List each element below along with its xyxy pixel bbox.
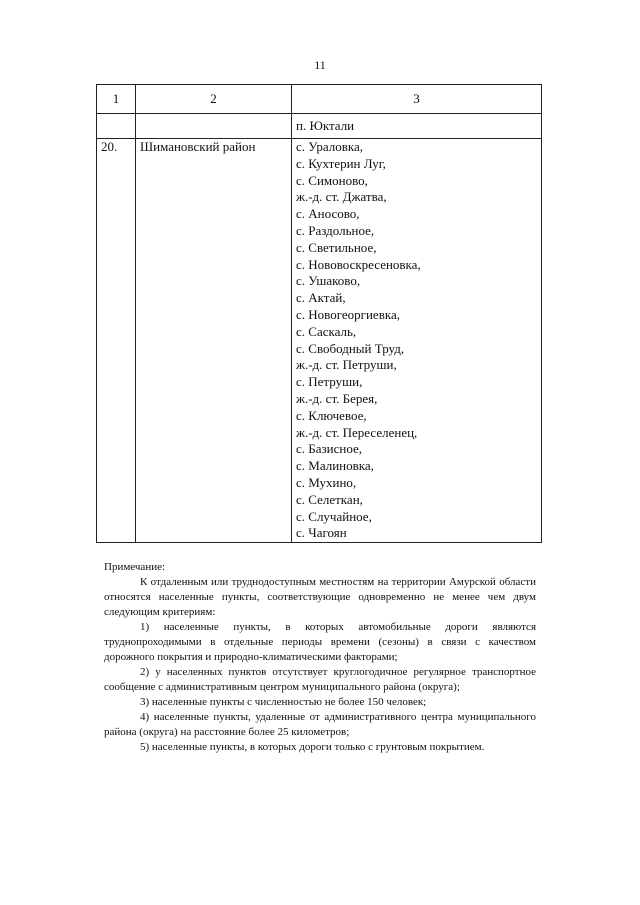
page-number: 11 [314, 58, 326, 72]
settlement-item: с. Симоново, [296, 172, 368, 188]
header-col-1: 1 [97, 85, 136, 114]
district-name: Шимановский район [136, 139, 292, 543]
table-row [97, 139, 542, 543]
header-col-2: 2 [136, 85, 292, 114]
settlements-table [96, 84, 542, 543]
header-col-3: 3 [292, 85, 542, 114]
settlement-item: ж.-д. ст. Переселенец, [296, 424, 418, 440]
settlement-item: с. Новогеоргиевка, [296, 306, 400, 322]
note-criterion-3: 3) населенные пункты с численностью не более 150 человек; [140, 696, 427, 708]
settlement-item: с. Саскаль, [296, 323, 357, 339]
note-criterion-5: 5) населенные пункты, в которых дороги только с грунтовым покрытием. [140, 741, 485, 753]
cell-settlement: п. Юктали [292, 114, 542, 139]
settlement-item: с. Базисное, [296, 441, 363, 457]
settlement-item: с. Малиновка, [296, 458, 374, 474]
table-header-row [97, 85, 542, 114]
settlement-item: с. Нововоскресеновка, [296, 256, 421, 272]
settlement-item: ж.-д. ст. Петруши, [296, 357, 397, 373]
settlement-item: с. Аносово, [296, 206, 360, 222]
cell-number-empty [97, 114, 136, 139]
table-row [97, 114, 542, 139]
cell-district-empty [136, 114, 292, 139]
settlement-item: с. Чагоян [296, 525, 347, 541]
settlement-item: ж.-д. ст. Джатва, [296, 189, 387, 205]
settlement-item: ж.-д. ст. Берея, [296, 390, 378, 406]
settlement-item: с. Селеткан, [296, 491, 363, 507]
note-criterion-4: 4) населенные пункты, удаленные от административного центра муниципального района (округа) на расстояние более 25 километров; [104, 711, 536, 738]
settlement-item: с. Актай, [296, 290, 346, 306]
settlement-list [292, 139, 542, 543]
settlement-item: с. Раздольное, [296, 222, 375, 238]
note-criterion-1: 1) населенные пункты, в которых автомобильные дороги являются труднопроходимыми в отдельные периоды времени (сезоны) в связи с качеством дорожного покрытия и природно-климатическими факторами; [104, 621, 536, 663]
settlement-item: с. Ключевое, [296, 407, 367, 423]
row-number: 20. [97, 139, 136, 543]
settlement-item: с. Кухтерин Луг, [296, 155, 386, 171]
note-criterion-2: 2) у населенных пунктов отсутствует круглогодичное регулярное транспортное сообщение с административным центром муниципального района (округа); [104, 666, 536, 693]
settlement-item: с. Светильное, [296, 239, 377, 255]
settlement-item: с. Свободный Труд, [296, 340, 405, 356]
settlement-item: с. Ушаково, [296, 273, 361, 289]
settlement-item: с. Мухино, [296, 474, 357, 490]
settlement-item: с. Ураловка, [296, 139, 363, 154]
note-title: Примечание: [104, 561, 166, 573]
settlement-item: с. Случайное, [296, 508, 372, 524]
note-intro: К отдаленным или труднодоступным местностям на территории Амурской области относятся населенные пункты, соответствующие одновременно не менее чем двум следующим критериям: [104, 576, 536, 618]
settlement-item: с. Петруши, [296, 374, 363, 390]
note-section [104, 560, 536, 755]
